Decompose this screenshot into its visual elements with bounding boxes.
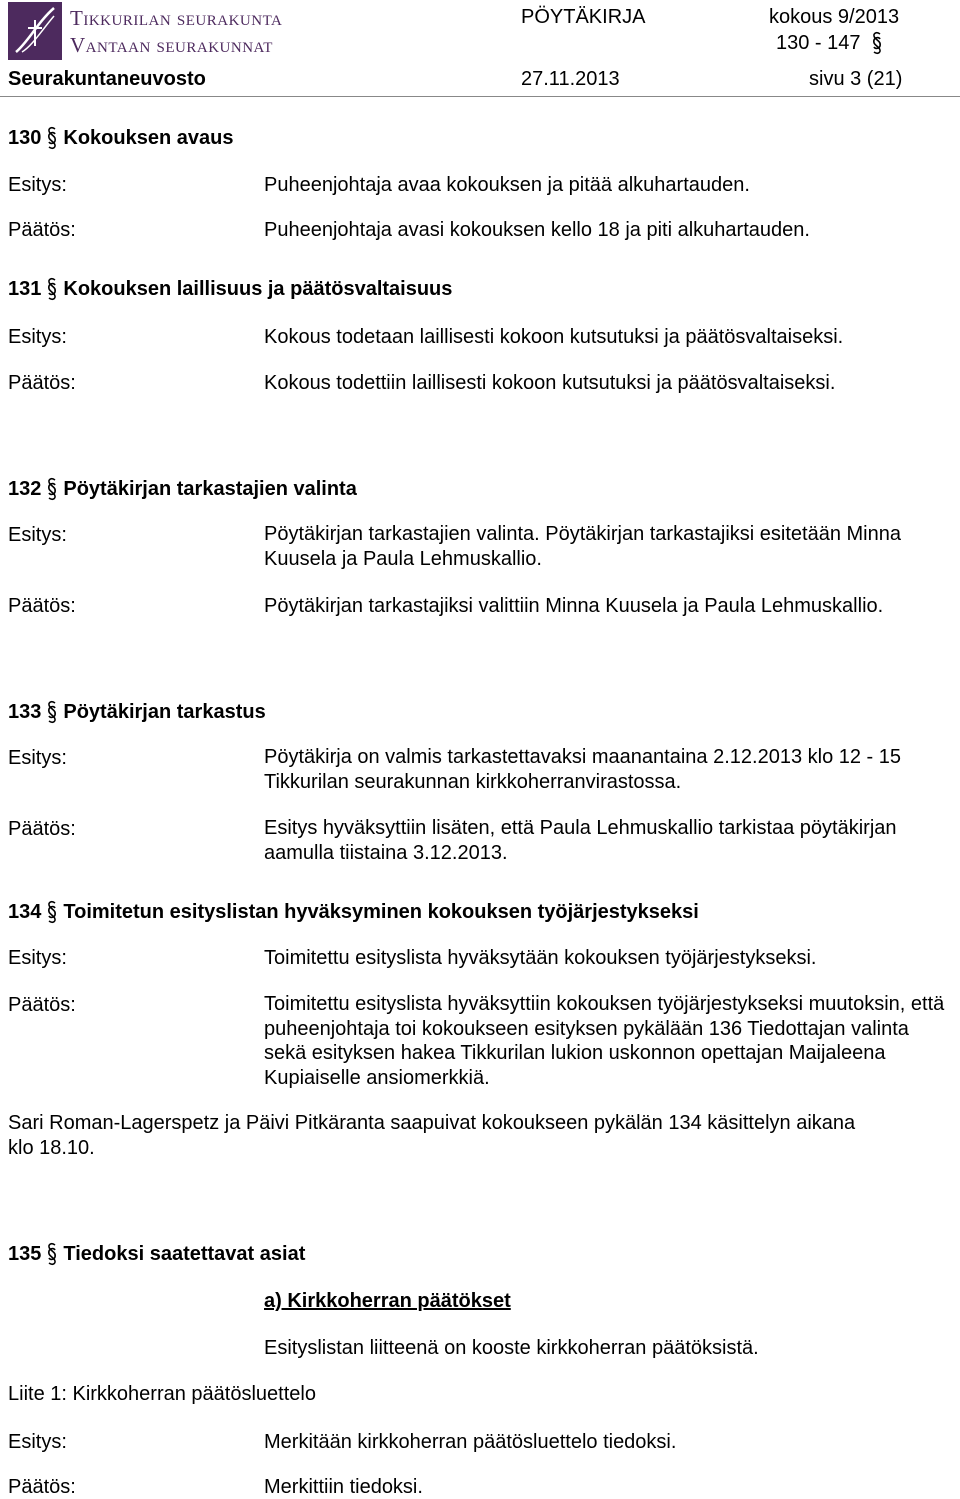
section-title: Toimitetun esityslistan hyväksyminen kokouksen työjärjestykseksi [63,901,699,923]
decision-text: Pöytäkirjan tarkastajiksi valittiin Minna Kuusela ja Paula Lehmuskallio. [264,595,884,617]
proposal-label: Esitys: [8,1431,67,1453]
section-number: 135 [8,1243,42,1265]
decision-text: Esitys hyväksyttiin lisäten, että Paula Lehmuskallio tarkistaa pöytäkirjan aamulla tiistaina 3.12.2013. [264,817,897,864]
org-name-line1: Tikkurilan seurakunta [70,6,283,30]
decision-label: Päätös: [8,372,76,394]
proposal-text: Kokous todetaan laillisesti kokoon kutsutuksi ja päätösvaltaiseksi. [264,326,844,348]
section-heading [8,476,357,502]
section-number: 132 [8,478,42,500]
proposal-text: Pöytäkirjan tarkastajien valinta. Pöytäkirjan tarkastajiksi esitetään Minna Kuusela ja Paula Lehmuskallio. [264,523,901,570]
section-title: Pöytäkirjan tarkastus [63,701,266,723]
header-divider [0,96,960,97]
section-sign-icon [45,1241,59,1267]
proposal-label: Esitys: [8,326,67,348]
section-title: Kokouksen avaus [63,127,234,149]
proposal-text: Puheenjohtaja avaa kokouksen ja pitää alkuhartauden. [264,174,750,196]
church-logo [8,2,62,60]
section-sign-icon [45,899,59,925]
subsection-heading [264,1290,511,1313]
decision-text: Merkittiin tiedoksi. [264,1476,423,1498]
section-sign-icon [45,699,59,725]
subsection-heading-text: a) Kirkkoherran päätökset [264,1290,511,1312]
attendance-note: Sari Roman-Lagerspetz ja Päivi Pitkäranta saapuivat kokoukseen pykälän 134 käsittelyn aikana klo 18.10. [8,1112,856,1159]
decision-text: Puheenjohtaja avasi kokouksen kello 18 ja piti alkuhartauden. [264,219,810,241]
section-heading [8,899,699,925]
decision-label: Päätös: [8,1476,76,1498]
subsection-text: Esityslistan liitteenä on kooste kirkkoherran päätöksistä. [264,1337,759,1359]
section-heading [8,1241,305,1267]
decision-label: Päätös: [8,219,76,241]
meeting-date: 27.11.2013 [521,68,620,90]
decision-text: Toimitettu esityslista hyväksyttiin kokouksen työjärjestykseksi muutoksin, että puheenjohtaja toi kokoukseen esityksen pykälään 136 Tiedottajan valinta sekä esityksen hakea Tikkurilan lukion uskonnon opettajan Maijaleena Kupiaiselle ansiomerkkiä. [264,993,945,1089]
proposal-label: Esitys: [8,947,67,969]
section-heading [8,699,266,725]
section-number: 130 [8,127,42,149]
section-heading [8,276,452,302]
section-number: 131 [8,278,42,300]
section-sign-icon [45,476,59,502]
section-number: 133 [8,701,42,723]
decision-text: Kokous todettiin laillisesti kokoon kutsutuksi ja päätösvaltaiseksi. [264,372,836,394]
proposal-label: Esitys: [8,524,67,546]
section-title: Tiedoksi saatettavat asiat [63,1243,306,1265]
section-sign-icon [45,276,59,302]
proposal-text: Pöytäkirja on valmis tarkastettavaksi maanantaina 2.12.2013 klo 12 - 15 Tikkurilan seurakunnan kirkkoherranvirastossa. [264,746,902,793]
decision-label: Päätös: [8,595,76,617]
attachment-reference: Liite 1: Kirkkoherran päätösluettelo [8,1383,316,1405]
section-sign-icon [870,30,884,56]
decision-label: Päätös: [8,818,76,840]
meeting-number: kokous 9/2013 [769,6,900,28]
proposal-text: Merkitään kirkkoherran päätösluettelo tiedoksi. [264,1431,677,1453]
section-heading [8,125,233,151]
decision-label: Päätös: [8,994,76,1016]
body-name: Seurakuntaneuvosto [8,68,206,90]
proposal-text: Toimitettu esityslista hyväksytään kokouksen työjärjestykseksi. [264,947,817,969]
proposal-label: Esitys: [8,174,67,196]
section-number: 134 [8,901,42,923]
org-name-line2: Vantaan seurakunnat [70,33,273,57]
proposal-label: Esitys: [8,747,67,769]
page-number: sivu 3 (21) [809,68,903,90]
section-title: Pöytäkirjan tarkastajien valinta [63,478,357,500]
section-range [776,30,888,56]
section-range-text: 130 - 147 [776,32,861,54]
section-title: Kokouksen laillisuus ja päätösvaltaisuus [63,278,453,300]
section-sign-icon [45,125,59,151]
document-type: PÖYTÄKIRJA [521,6,646,28]
